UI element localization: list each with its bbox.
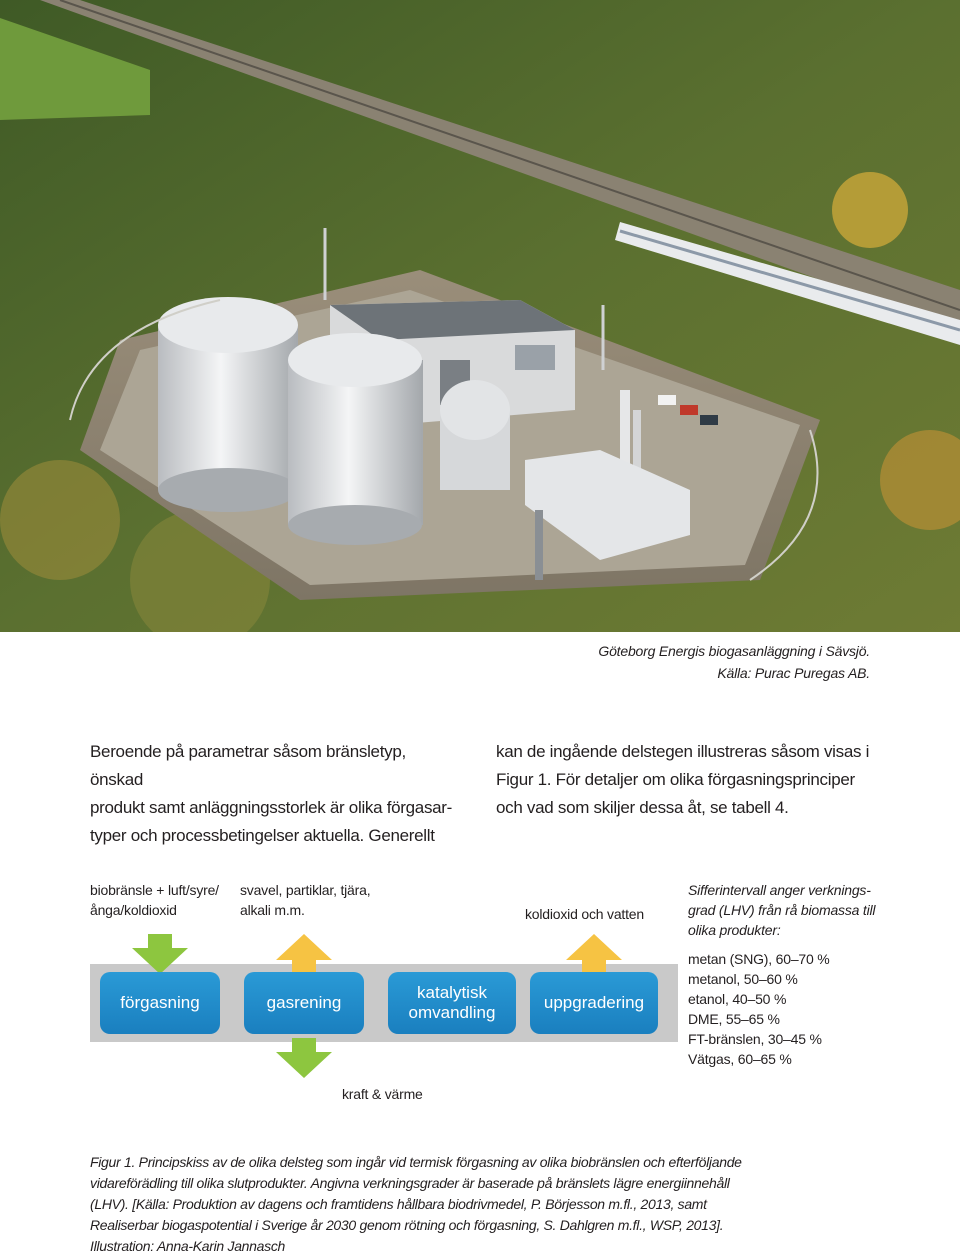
note-line: Sifferintervall anger verknings-: [688, 882, 871, 898]
product-item: metanol, 50–60 %: [688, 971, 798, 987]
body-text-left: [90, 738, 460, 850]
note-line: olika produkter:: [688, 922, 781, 938]
step-upgrading: [530, 972, 658, 1034]
input-line: ånga/koldioxid: [90, 902, 177, 918]
product-item: metan (SNG), 60–70 %: [688, 951, 830, 967]
product-item: DME, 55–65 %: [688, 1011, 780, 1027]
product-item: FT-bränslen, 30–45 %: [688, 1031, 822, 1047]
step-label: omvandling: [408, 1003, 496, 1022]
step-gas-cleaning: [244, 972, 364, 1034]
text-line: produkt samt anläggningsstorlek är olika förgasar-: [90, 798, 453, 817]
caption-line: Realiserbar biogaspotential i Sverige år 2030 genom rötning och förgasning, S. Dahlgren m.fl., WSP, 2013].: [90, 1217, 724, 1233]
byproduct-label: [240, 880, 370, 920]
co2-arrow-up-icon: [566, 934, 622, 974]
caption-line: Göteborg Energis biogasanläggning i Sävsjö.: [598, 643, 870, 659]
heat-label: kraft & värme: [342, 1086, 423, 1102]
byproduct-line: svavel, partiklar, tjära,: [240, 882, 371, 898]
byproduct-arrow-up-icon: [276, 934, 332, 974]
step-gasification: [100, 972, 220, 1034]
heat-arrow-down-icon: [276, 1038, 332, 1078]
product-item: Vätgas, 60–65 %: [688, 1051, 792, 1067]
step-catalytic-conversion: [388, 972, 516, 1034]
text-line: och vad som skiljer dessa åt, se tabell 4.: [496, 798, 789, 817]
input-line: biobränsle + luft/syre/: [90, 882, 219, 898]
photo-caption: [470, 640, 870, 684]
efficiency-list: [688, 949, 830, 1069]
step-label: uppgradering: [543, 993, 645, 1012]
caption-line: Illustration: Anna-Karin Jannasch: [90, 1238, 286, 1254]
step-label: katalytisk: [417, 983, 487, 1002]
body-text-right: [496, 738, 896, 822]
step-label: förgasning: [120, 993, 200, 1012]
efficiency-note-intro: [688, 880, 875, 940]
figure-caption: [90, 1152, 880, 1257]
text-line: Beroende på parametrar såsom bränsletyp, önskad: [90, 742, 406, 789]
product-item: etanol, 40–50 %: [688, 991, 787, 1007]
text-line: kan de ingående delstegen illustreras såsom visas i: [496, 742, 870, 761]
step-label: gasrening: [266, 993, 342, 1012]
byproduct-line: alkali m.m.: [240, 902, 305, 918]
note-line: grad (LHV) från rå biomassa till: [688, 902, 876, 918]
caption-line: Figur 1. Principskiss av de olika delsteg som ingår vid termisk förgasning av olika biobränslen och efterföljande: [90, 1154, 742, 1170]
text-line: Figur 1. För detaljer om olika förgasningsprinciper: [496, 770, 855, 789]
co2-label: koldioxid och vatten: [525, 906, 644, 922]
text-line: typer och processbetingelser aktuella. Generellt: [90, 826, 435, 845]
caption-line: (LHV). [Källa: Produktion av dagens och framtidens hållbara biodrivmedel, P. Börjesson m.fl., 2013, samt: [90, 1196, 707, 1212]
caption-line: Källa: Purac Puregas AB.: [717, 665, 870, 681]
caption-line: vidareförädling till olika slutprodukter. Angivna verkningsgrader är baserade på bränslets lägre energiinnehåll: [90, 1175, 730, 1191]
input-label: [90, 880, 219, 920]
input-arrow-down-icon: [132, 934, 188, 974]
